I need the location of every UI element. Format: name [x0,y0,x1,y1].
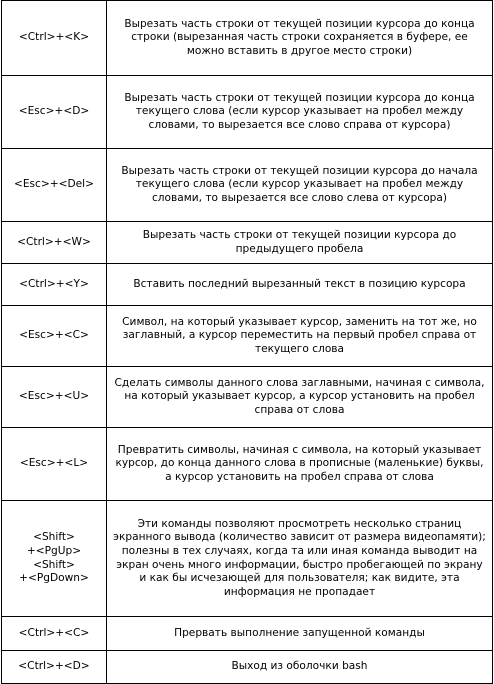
key-combination: <Esc>+<U> [18,390,90,403]
description-cell: Вырезать часть строки от текущей позиции курсора до конца текущего слова (если курсор указывает на пробел между словами, то вырезается все слово справа от курсора) [107,76,493,149]
shortcut-table [1,0,493,684]
key-combination: <Shift> [33,558,75,571]
table-row [2,367,493,428]
key-combination-cell [2,617,107,651]
shortcut-table-body [2,1,493,684]
table-row [2,264,493,306]
key-combination: <Ctrl>+<D> [18,660,90,673]
description-cell: Эти команды позволяют просмотреть несколько страниц экранного вывода (количество зависит от размера видеопамяти); полезны в тех случаях, когда та или иная команда выводит на экран очень много информации, быстро пробегающей по экрану и как бы исчезающей для пользователя; как видите, эта информация не пропадает [107,501,493,617]
description-cell: Вырезать часть строки от текущей позиции курсора до конца строки (вырезанная часть строки сохраняется в буфере, ее можно вставить в другое место строки) [107,1,493,76]
table-row [2,306,493,367]
table-row [2,1,493,76]
description-cell: Сделать символы данного слова заглавными, начиная с символа, на который указывает курсор, а курсор установить на пробел справа от слова [107,367,493,428]
key-combination-cell [2,367,107,428]
key-combination-cell [2,306,107,367]
key-combination-cell [2,149,107,222]
key-combination-cell [2,428,107,501]
table-row [2,501,493,617]
key-combination-cell [2,264,107,306]
description-cell: Вырезать часть строки от текущей позиции курсора до предыдущего пробела [107,222,493,264]
description-cell: Вырезать часть строки от текущей позиции курсора до начала текущего слова (если курсор указывает на пробел между словами, то вырезается все слово слева от курсора) [107,149,493,222]
key-combination: <Esc>+<L> [19,457,89,470]
key-combination: +<PgUp> [26,544,82,557]
description-cell: Символ, на который указывает курсор, заменить на тот же, но заглавный, а курсор переместить на первый пробел справа от текущего слова [107,306,493,367]
key-combination: <Esc>+<C> [19,329,89,342]
key-combination: +<PgDown> [19,572,89,585]
table-row [2,428,493,501]
description-cell: Превратить символы, начиная с символа, на который указывает курсор, до конца данного слова в прописные (маленькие) буквы, а курсор установить на пробел справа от слова [107,428,493,501]
description-cell: Вставить последний вырезанный текст в позицию курсора [107,264,493,306]
table-row [2,76,493,149]
key-combination-cell [2,1,107,76]
table-row [2,149,493,222]
description-cell: Прервать выполнение запущенной команды [107,617,493,651]
key-combination: <Esc>+<D> [18,105,90,118]
key-combination-cell [2,76,107,149]
key-combination-cell [2,222,107,264]
description-cell: Выход из оболочки bash [107,651,493,684]
key-combination: <Ctrl>+<Y> [19,277,89,290]
key-combination: <Ctrl>+<W> [17,235,91,248]
table-row [2,222,493,264]
key-combination: <Ctrl>+<C> [18,626,90,639]
key-combination: <Ctrl>+<K> [18,31,90,44]
key-combination-cell [2,501,107,617]
key-combination: <Shift> [33,531,75,544]
key-combination: <Esc>+<Del> [13,178,95,191]
table-row [2,617,493,651]
